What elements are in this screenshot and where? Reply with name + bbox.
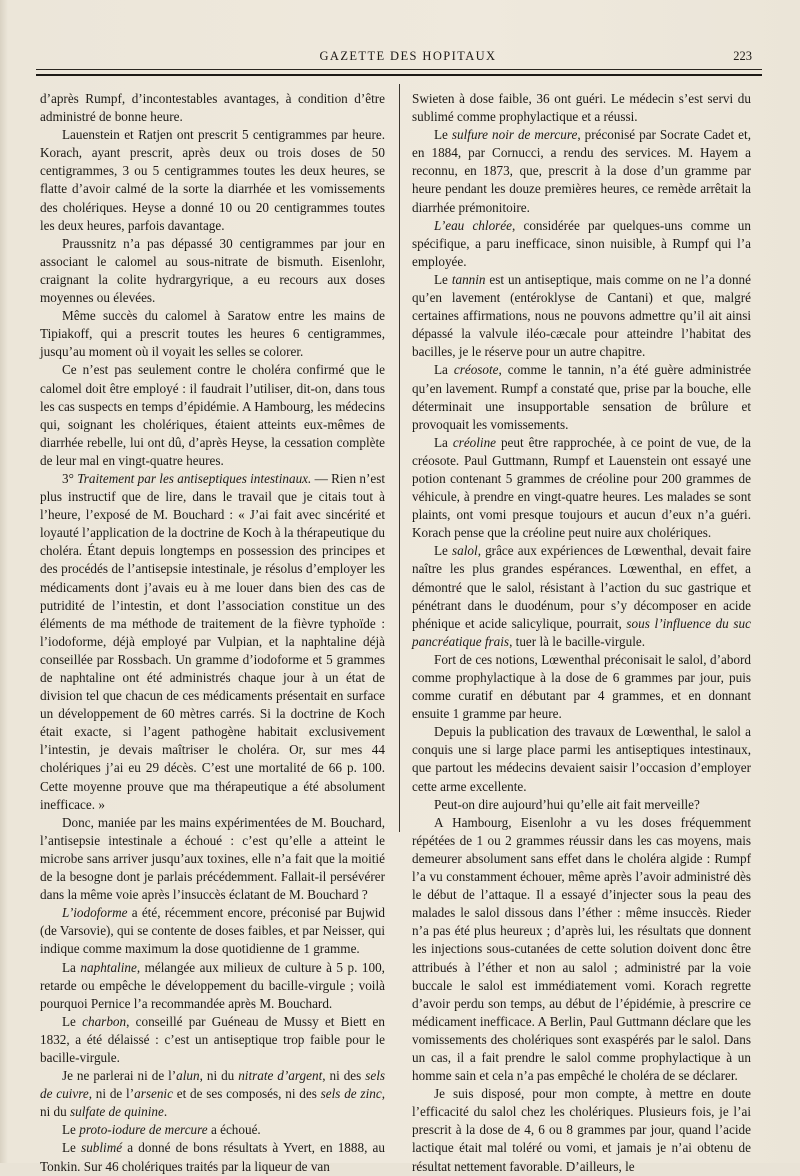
- text: , ni des: [322, 1068, 366, 1084]
- text: Le: [434, 127, 452, 143]
- header-rule-thick: [36, 74, 762, 76]
- term: alun: [176, 1068, 200, 1084]
- page-header: [56, 49, 760, 69]
- column-divider: [399, 84, 400, 832]
- text: La: [62, 959, 81, 975]
- term: naphtaline: [80, 959, 137, 975]
- paragraph: [412, 361, 751, 433]
- text: Je ne parlerai ni de l’: [62, 1068, 177, 1084]
- text: , ni du: [40, 1086, 385, 1120]
- paragraph: Lauenstein et Ratjen ont prescrit 5 centigrammes par heure. Korach, ayant prescrit, après deux ou trois doses de 50 centigrammes, 3 ou 5 centigrammes toutes les deux heures, se flatte d’avoir calmé de la sorte la diarrhée et les vomissements des cholériques. Heyse a donné 10 ou 20 centigrammes toutes les deux heures, parfois davantage.: [40, 127, 385, 233]
- paragraph: Donc, maniée par les mains expérimentées de M. Bouchard, l’antisepsie intestinale a échoué : c’est qu’elle a atteint le microbe sans arriver jusqu’aux toxines, elle n’a fait que la moitié de la besogne dont je parlais précédemment. Fallait-il persévérer dans la même voie après l’insuccès éclatant de M. Bouchard ?: [40, 814, 385, 903]
- text: La: [434, 362, 454, 378]
- term: créoline: [452, 434, 497, 450]
- paragraph: Même succès du calomel à Saratow entre les mains de Tipiakoff, qui a prescrit toutes les heures 6 centigrammes, jusqu’au moment où il voyait les selles se colorer.: [40, 308, 385, 360]
- paragraph: [412, 126, 751, 216]
- term: arsenic: [134, 1086, 173, 1102]
- paragraph: Praussnitz n’a pas dépassé 30 centigrammes par jour en associant le calomel au sous-nitrate de bismuth. Eisenlohr, craignant la colite hydrargyrique, a eu recours aux doses moyennes ou élevées.: [40, 235, 385, 306]
- paragraph: d’après Rumpf, d’incontestables avantages, à condition d’être administré de bonne heure.: [40, 91, 385, 125]
- paragraph: [40, 1139, 385, 1175]
- term: sublimé: [81, 1140, 123, 1156]
- paragraph: Ce n’est pas seulement contre le choléra confirmé que le calomel doit être employé : il faudrait l’utiliser, dit-on, dans tous les cas suspects en temps d’épidémie. A Hambourg, les médecins qui, soignant les cholériques, étaient atteints eux-mêmes de diarrhée rebelle, lui ont dû, d’après Heyse, la cessation complète de leur mal en vingt-quatre heures.: [40, 362, 385, 468]
- text: Le: [62, 1122, 80, 1138]
- paragraph: [412, 542, 751, 651]
- term: L’iodoforme: [62, 905, 128, 921]
- paragraph: Peut-on dire aujourd’hui qu’elle ait fait merveille?: [434, 796, 700, 812]
- term: sels de zinc: [320, 1086, 382, 1102]
- text: , ni du: [199, 1068, 239, 1084]
- term: sulfate de quinine: [70, 1104, 164, 1120]
- text: , conseillé par Guéneau de Mussy et Biett en 1832, a été délaissé : c’est un antiseptique trop faible pour le bacille-virgule.: [40, 1013, 385, 1065]
- section-number: 3°: [62, 470, 78, 486]
- text: a donné de bons résultats à Yvert, en 1888, au Tonkin. Sur 46 cholériques traités par la liqueur de van: [40, 1140, 385, 1174]
- text: .: [163, 1104, 168, 1120]
- text: , considérée par quelques-uns comme un spécifique, a paru inefficace, sinon nuisible, à Rumpf qui l’a employée.: [412, 217, 751, 269]
- text: Le: [62, 1140, 82, 1156]
- journal-title: GAZETTE DES HOPITAUX: [319, 49, 497, 63]
- text: est un antiseptique, mais comme on ne l’a donné qu’en lavement (entéroklyse de Cantani) et que, malgré certaines affirmations, nous ne pouvons admettre qu’il ait ainsi dépassé la valvule iléo-cæcale pour atteindre l’habitat des bacilles, je le réserve pour un autre chapitre.: [412, 271, 751, 360]
- text: Le: [434, 271, 452, 287]
- paragraph: Je suis disposé, pour mon compte, à mettre en doute l’efficacité du salol chez les cholériques. Plusieurs fois, je l’ai prescrit à la dose de 4, 6 ou 8 grammes par jour, quand l’acide lactique était mal toléré ou vomi, et jamais je n’ai obtenu de résultat nettement favorable. D’ailleurs, le: [412, 1086, 751, 1174]
- paragraph: [412, 217, 751, 271]
- term: créosote: [453, 362, 499, 378]
- paragraph: Fort de ces notions, Lœwenthal préconisait le salol, d’abord comme prophylactique à la dose de 6 grammes par jour, puis comme curatif en débutant par 4 grammes, et en donnant ensuite 1 gramme par heure.: [412, 651, 751, 722]
- term: charbon: [82, 1013, 127, 1029]
- text: , ni de l’: [88, 1086, 135, 1102]
- text: peut être rapprochée, à ce point de vue, de la créosote. Paul Guttmann, Rumpf et Lauenstein ont essayé une potion contenant 5 grammes de créoline pour 200 grammes de véhicule, à prendre en vingt-quatre heures. Les malades se sont plaints, ont vomi presque toujours et aucun d’eux n’a guéri. Korach pense que la créoline peut nuire aux cholériques.: [412, 434, 751, 541]
- term: proto-iodure de mercure: [79, 1122, 208, 1138]
- term: sous l’influence du suc pancréatique frais: [412, 615, 751, 649]
- text: a échoué.: [207, 1122, 261, 1138]
- right-column: [412, 90, 751, 1176]
- section-text: — Rien n’est plus instructif que de lire, dans le travail que je citais tout à l’heure, l’exposé de M. Bouchard : « J’ai fait avec sincérité et loyauté l’application de la doctrine de Koch à la thérapeutique du choléra. Étant depuis longtemps en possession des principes et des procédés de l’antisepsie intestinale, je résolus d’employer les médicaments dont j’avais eu à me louer dans bien des cas de putridité de l’intestin, et dont l’association constitue un des éléments de ma méthode de traitement de la fièvre typhoïde : l’iodoforme, déjà employé par Vulpian, et la naphtaline déjà conseillée par Rossbach. Un gramme d’iodoforme et 5 grammes de naphtaline ont été administrés chaque jour à un état de division tel que chacun de ces médicaments présentait en surface un développement de 60 mètres carrés. Si la doctrine de Koch était exacte, si l’agent pathogène habitait exclusivement l’intestin, je devais maîtriser le choléra. Or, sur mes 44 cholériques j’ai eu 29 décès. C’est une mortalité de 66 p. 100. Cette moyenne prouve que ma thérapeutique a été absolument inefficace. »: [40, 470, 385, 812]
- term: sulfure noir de mercure: [451, 127, 578, 143]
- paragraph: [40, 1067, 385, 1121]
- term: tannin: [451, 271, 486, 287]
- term: nitrate d’argent: [238, 1068, 323, 1084]
- text: , comme le tannin, n’a été guère administrée qu’en lavement. Rumpf a constaté que, prise par la bouche, elle déterminait une insupportable sensation de brûlure et provoquait les vomissements.: [412, 362, 751, 432]
- paragraph: A Hambourg, Eisenlohr a vu les doses fréquemment répétées de 1 ou 2 grammes réussir dans les cas moyens, mais demeurer absolument sans effet dans le choléra algide : Rumpf l’a vu constamment échouer, même après l’avoir administré dès le début de l’attaque. Il a essayé d’injecter sous la peau des malades le salol dissous dans l’éther : même insuccès. Rieder n’a pas été plus heureux ; d’après lui, les résultats que donnent les injections sous-cutanées de cette solution doivent donc être attribués à l’éther et non au salol ; administré par la voie buccale le salol est immédiatement vomi. Korach regrette d’avoir perdu son temps, au début de l’épidémie, à prescrire ce médicament inefficace. A Berlin, Paul Guttmann déclare que les vomissements des cholériques sont exaspérés par le salol. Dans un cas, il a fait prendre le salol comme prophylactique à un homme sain et cela n’a pas empêché le choléra de se déclarer.: [412, 814, 751, 1084]
- text: Le: [434, 543, 453, 559]
- paragraph: Swieten à dose faible, 36 ont guéri. Le médecin s’est servi du sublimé comme prophylactique et a réussi.: [412, 91, 751, 125]
- term: L’eau chlorée: [434, 217, 512, 233]
- paragraph: Depuis la publication des travaux de Lœwenthal, le salol a conquis une si large place parmi les antiseptiques intestinaux, que partout les médecins devaient saisir l’occasion d’employer cette arme excellente.: [412, 724, 751, 794]
- text: et de ses composés, ni des: [172, 1086, 321, 1102]
- paragraph-section-3: [40, 470, 385, 814]
- paragraph: [40, 1121, 385, 1139]
- section-title: Traitement par les antiseptiques intestinaux.: [77, 470, 312, 486]
- text: La: [434, 434, 453, 450]
- text: Le: [62, 1013, 83, 1029]
- paragraph: [412, 434, 751, 543]
- term: salol: [452, 543, 478, 559]
- paragraph: [412, 271, 751, 361]
- paragraph: [40, 904, 385, 958]
- text: , tuer là le bacille-virgule.: [509, 633, 646, 649]
- text: a été, récemment encore, préconisé par Bujwid (de Varsovie), qui se contente de doses faibles, et par Neisser, qui indique comme maximum la dose quotidienne de 1 gramme.: [40, 905, 385, 957]
- text: , mélangée aux milieux de culture à 5 p. 100, retarde ou empêche le développement du bacille-virgule ; voilà pourquoi Pernice l’a recommandée après M. Bouchard.: [40, 959, 385, 1011]
- left-column: [40, 90, 385, 1176]
- text: , grâce aux expériences de Lœwenthal, devait faire naître les plus grandes espérances. Lœwenthal, en effet, a démontré que le salol, résistant à l’action du suc gastrique et pénétrant dans le duodénum, pour s’y décomposer en acide phénique et acide salicylique, pourrait,: [412, 543, 752, 631]
- paragraph: [40, 1013, 385, 1067]
- header-rule-thin: [36, 69, 762, 70]
- text: , préconisé par Socrate Cadet et, en 1884, par Cornucci, a rendu des services. M. Hayem a reconnu, en 1873, que, prescrit à la dose d’un gramme par heure pendant les douze premières heures, ce remède arrêtait la diarrhée prémonitoire.: [412, 127, 751, 215]
- paragraph: [40, 959, 385, 1013]
- term: sels de cuivre: [40, 1068, 385, 1102]
- page-number: 223: [733, 49, 752, 63]
